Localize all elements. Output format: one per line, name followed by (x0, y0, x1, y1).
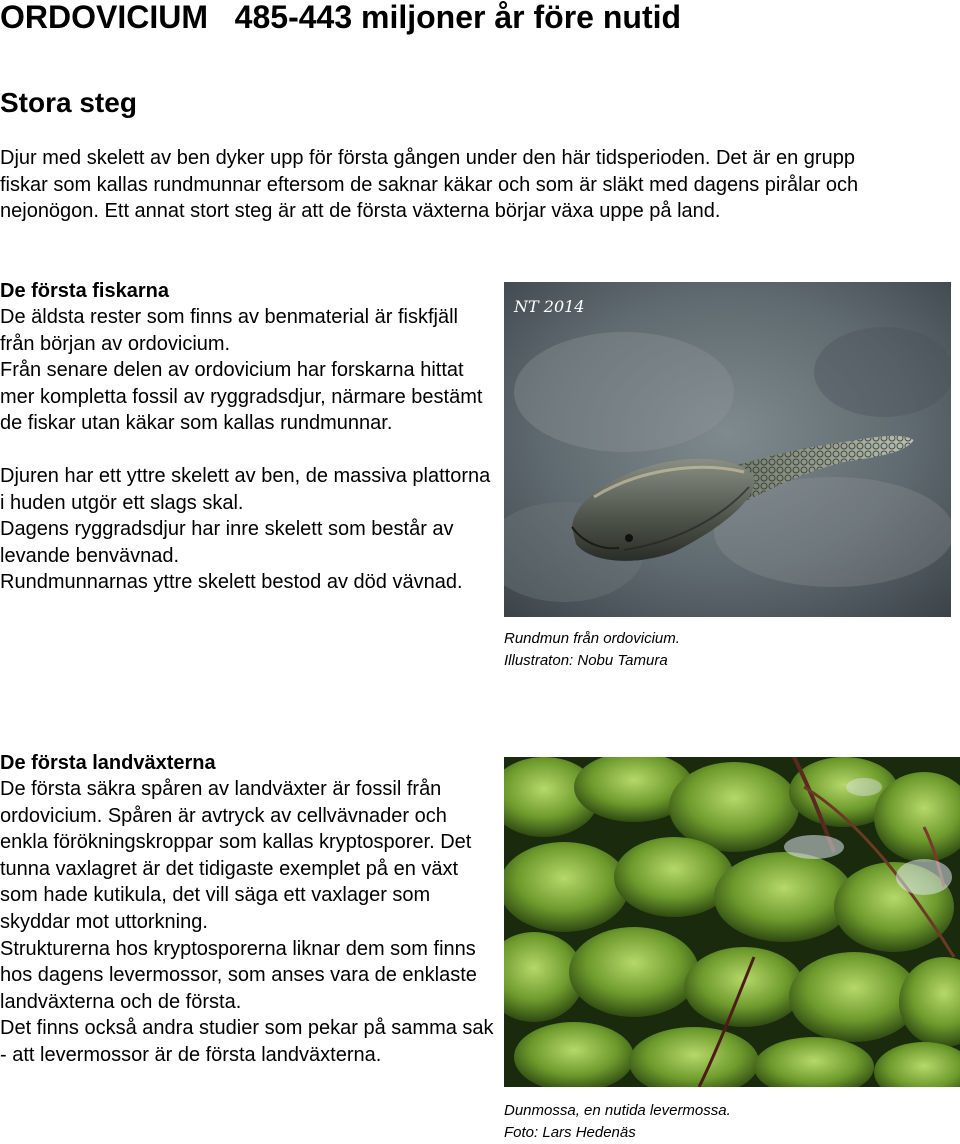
land-plants-section (0, 750, 495, 1069)
moss-caption (504, 1100, 731, 1144)
fish-section (0, 278, 495, 596)
paragraph-gap (0, 437, 495, 463)
page-title: ORDOVICIUM 485-443 miljoner år före nutid (0, 0, 682, 35)
section-title: Stora steg (0, 87, 137, 118)
image-signature: NT 2014 (514, 297, 585, 316)
fish-paragraph: Rundmunnarnas yttre skelett bestod av död vävnad. (0, 571, 463, 594)
moss-photo (504, 757, 960, 1087)
intro-paragraph: Djur med skelett av ben dyker upp för första gången under den här tidsperioden. Det är en grupp fiskar som kallas rundmunnar eftersom de saknar käkar och som är släkt med dagens pirålar och nejonögon. Ett annat stort steg är att de första växterna börjar växa uppe på land. (0, 147, 859, 223)
fish-caption (504, 628, 680, 672)
caption-line: Dunmossa, en nutida levermossa. (504, 1102, 731, 1119)
fish-paragraph: Från senare delen av ordovicium har forskarna hittat mer kompletta fossil av ryggradsdjur, närmare bestämt de fiskar utan käkar som kallas rundmunnar. (0, 359, 483, 435)
land-plants-paragraph: Strukturerna hos kryptosporerna liknar dem som finns hos dagens levermossor, som anses vara de enklaste landväxterna och de första. (0, 937, 477, 1013)
fish-illustration (504, 282, 951, 617)
land-plants-heading: De första landväxterna (0, 752, 216, 774)
fish-heading: De första fiskarna (0, 280, 169, 302)
caption-line: Rundmun från ordovicium. (504, 630, 680, 647)
land-plants-paragraph: Det finns också andra studier som pekar på samma sak - att levermossor är de första landväxterna. (0, 1017, 494, 1066)
fish-paragraph: De äldsta rester som finns av benmaterial är fiskfjäll från början av ordovicium. (0, 306, 458, 355)
caption-line: Illustraton: Nobu Tamura (504, 652, 668, 669)
fish-paragraph: Djuren har ett yttre skelett av ben, de massiva plattorna i huden utgör ett slags skal. (0, 464, 491, 514)
fish-paragraph: Dagens ryggradsdjur har inre skelett som består av levande benvävnad. (0, 518, 454, 567)
land-plants-paragraph: De första säkra spåren av landväxter är fossil från ordovicium. Spåren är avtryck av cellvävnader och enkla förökningskroppar som kallas kryptosporer. Det tunna vaxlagret är det tidigaste exemplet på en växt som hade kutikula, det vill säga ett vaxlager som skyddar mot uttorkning. (0, 778, 472, 933)
caption-line: Foto: Lars Hedenäs (504, 1124, 636, 1141)
